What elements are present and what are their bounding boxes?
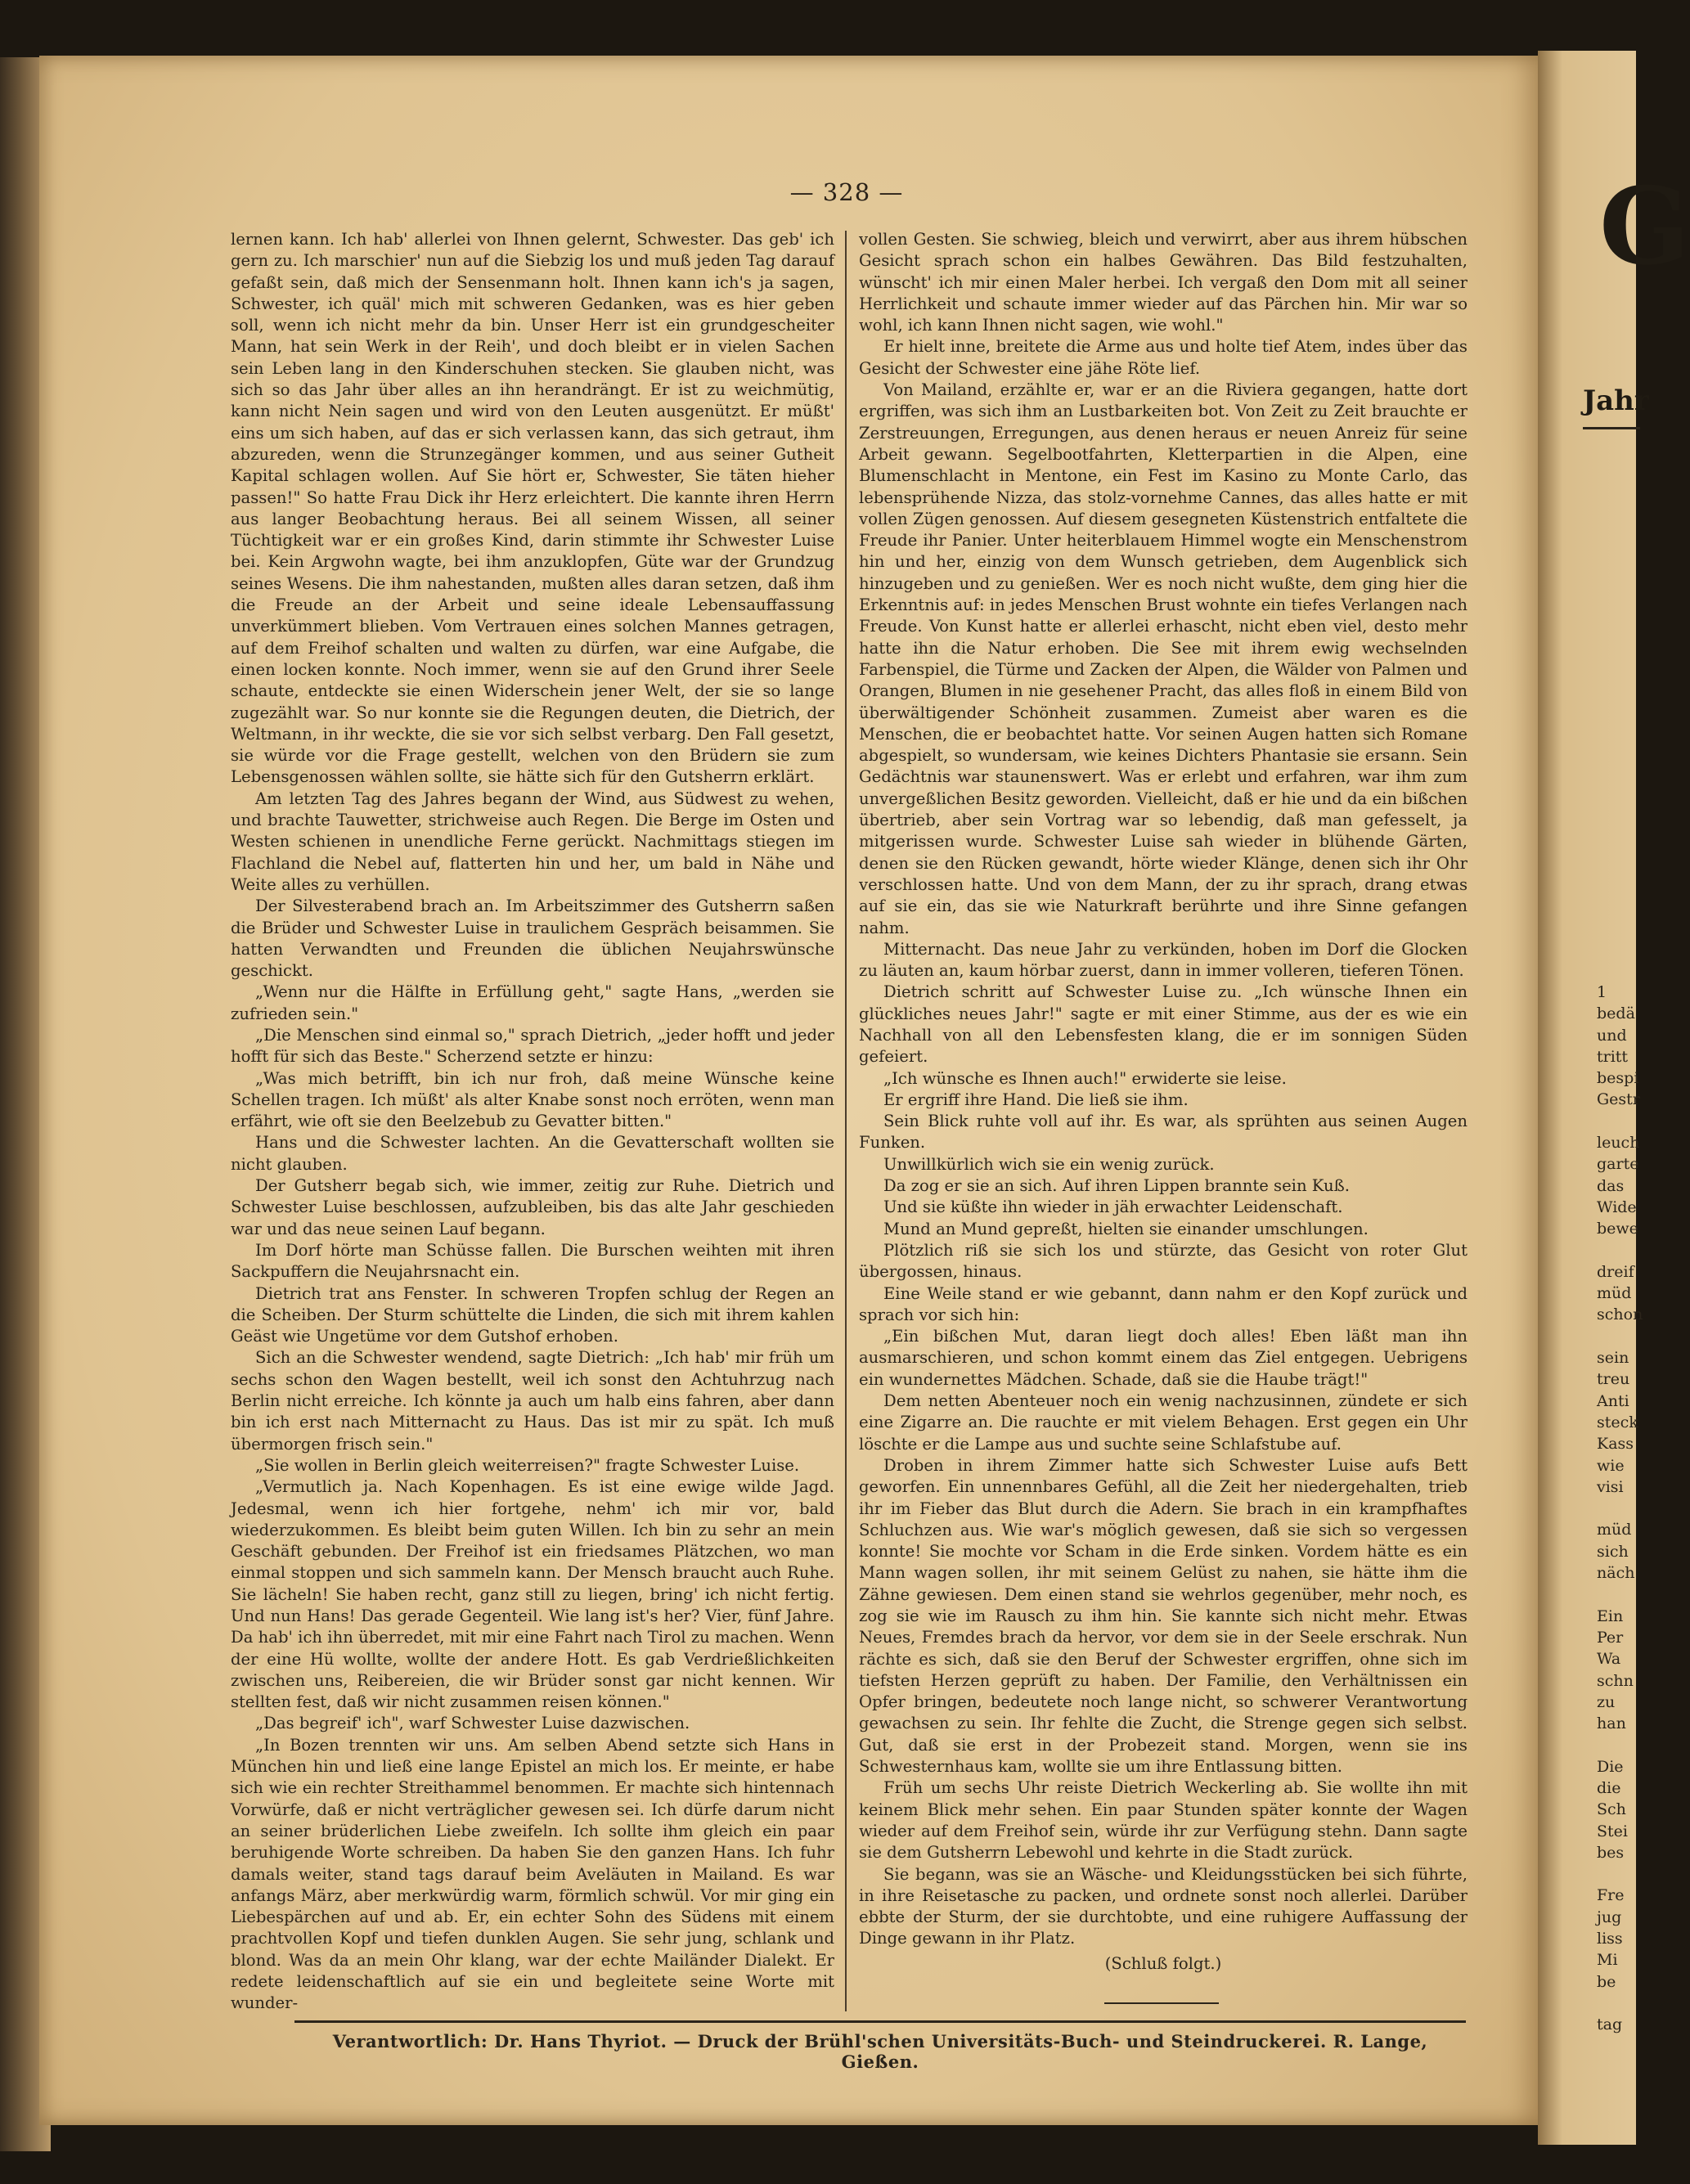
adjacent-page-initial: G	[1599, 164, 1690, 289]
paragraph: „Ein bißchen Mut, daran liegt doch alles! Eben läßt man ihn ausmarschieren, und schon kommt einem das Ziel entgegen. Uebrigens ein wundernettes Mädchen. Schade, daß sie die Haube trägt!"	[859, 1327, 1468, 1389]
paragraph: Und sie küßte ihn wieder in jäh erwachter Leidenschaft.	[883, 1198, 1343, 1217]
paragraph: Im Dorf hörte man Schüsse fallen. Die Burschen weihten mit ihren Sackpuffern die Neujahrsnacht ein.	[231, 1240, 834, 1282]
paragraph: „Das begreif' ich", warf Schwester Luise dazwischen.	[255, 1714, 690, 1733]
footer-rule	[294, 2020, 1466, 2023]
paragraph: Mund an Mund gepreßt, hielten sie einander umschlungen.	[883, 1219, 1369, 1238]
right-text-column	[859, 229, 1468, 1975]
column-divider	[845, 231, 847, 2011]
paragraph: Er ergriff ihre Hand. Die ließ sie ihm.	[883, 1090, 1189, 1109]
paragraph: Früh um sechs Uhr reiste Dietrich Weckerling ab. Sie wollte ihn mit keinem Blick mehr sehen. Ein paar Stunden später konnte der Wagen wieder auf dem Freihof sein, würde ihr zur Verfügung stehn. Dann sagte sie dem Gutsherrn Lebewohl und kehrte in die Stadt zurück.	[859, 1778, 1468, 1863]
left-text-column	[231, 229, 834, 2015]
paragraph: Sein Blick ruhte voll auf ihr. Es war, als sprühten aus seinen Augen Funken.	[859, 1112, 1468, 1153]
paragraph: Da zog er sie an sich. Auf ihren Lippen brannte sein Kuß.	[883, 1176, 1350, 1196]
adjacent-page-heading: Jahr	[1583, 384, 1649, 417]
paragraph: Mitternacht. Das neue Jahr zu verkünden, hoben im Dorf die Glocken zu läuten an, kaum hörbar zuerst, dann in immer volleren, tieferen Tönen.	[859, 939, 1468, 981]
paragraph: Von Mailand, erzählte er, war er an die Riviera gegangen, hatte dort ergriffen, was sich ihm an Lustbarkeiten bot. Von Zeit zu Zeit brauchte er Zerstreuungen, Erregungen, aus denen heraus er neuen Anreiz für seine Arbeit gewann. Segelbootfahrten, Kletterpartien in die Alpen, eine Blumenschlacht in Mentone, ein Fest im Kasino zu Monte Carlo, das lebensprühende Nizza, das stolz-vornehme Cannes, das alles hatte er mit vollen Zügen genossen. Auf diesem gesegneten Küstenstrich entfaltete die Freude ihr Panier. Unter heiterblauem Himmel wogte ein Menschenstrom hin und her, einzig von dem Wunsch getrieben, dem Augenblick sich hinzugeben und zu genießen. Wer es noch nicht wußte, dem ging hier die Erkenntnis auf: in jedes Menschen Brust wohnte ein tiefes Verlangen nach Freude. Von Kunst hatte er allerlei erhascht, nicht eben viel, desto mehr hatte ihn die Natur erhoben. Die See mit ihrem ewig wechselnden Farbenspiel, die Türme und Zacken der Alpen, die Wälder von Palmen und Orangen, Blumen in nie gesehener Pracht, das alles floß in einem Bild von überwältigender Schönheit zusammen. Zumeist aber waren es die Menschen, die er beobachtet hatte. Vor seinen Augen hatten sich Romane abgespielt, so wundersam, wie keines Dichters Phantasie sie ersann. Sein Gedächtnis war staunenswert. Was er erlebt und erfahren, war ihm zum unvergeßlichen Besitz geworden. Vielleicht, daß er hie und da ein bißchen übertrieb, aber sein Vortrag war so lebendig, daß man gefesselt, ja mitgerissen wurde. Schwester Luise sah wieder in blühende Gärten, denen sie den Rücken gewandt, hörte wieder Klänge, denen sich ihr Ohr verschlossen hatte. Und von dem Mann, der zu ihr sprach, drang etwas auf sie ein, das sie wie Naturkraft berührte und ihre Sinne gefangen nahm.	[859, 380, 1468, 937]
paragraph: Droben in ihrem Zimmer hatte sich Schwester Luise aufs Bett geworfen. Ein unnennbares Gefühl, all die Zeit her niedergehalten, trieb ihr im Fieber das Blut durch die Adern. Sie brach in ein krampfhaftes Schluchzen aus. Wie war's möglich gewesen, daß sie sich so vergessen konnte! Sie mochte vor Scham in die Erde sinken. Vordem hätte es ein Mann wagen sollen, ihr mit seinem Gelüst zu nahen, sie hätte ihm die Zähne gewiesen. Dem einen stand sie wehrlos gegenüber, mehr noch, es zog sie wie im Rausch zu ihm hin. Sie kannte sich nicht mehr. Etwas Neues, Fremdes brach da hervor, vor dem sie in der Seele erschrak. Nun rächte es sich, daß sie den Beruf der Schwester ergriffen, ohne sich im tiefsten Herzen geprüft zu haben. Der Familie, den Verhältnissen ein Opfer bringen, bedeutete noch lange nicht, so schwerer Verantwortung gewachsen zu sein. Ihr fehlte die Zucht, die Strenge gegen sich selbst. Gut, daß sie erst in der Probezeit stand. Morgen, wenn sie ins Schwesternhaus kam, wollte sie um ihre Entlassung bitten.	[859, 1455, 1468, 1777]
paragraph: Unwillkürlich wich sie ein wenig zurück.	[883, 1154, 1215, 1174]
paragraph: Sich an die Schwester wendend, sagte Dietrich: „Ich hab' mir früh um sechs schon den Wagen bestellt, weil ich sonst den Achtuhrzug nach Berlin nicht erreiche. Ich könnte ja auch um halb eins fahren, aber dann bin ich erst nach Mitternacht zu Haus. Das ist mir zu spät. Ich muß übermorgen frisch sein."	[231, 1348, 834, 1454]
end-note: (Schluß folgt.)	[1104, 1953, 1222, 1973]
paragraph: Eine Weile stand er wie gebannt, dann nahm er den Kopf zurück und sprach vor sich hin:	[859, 1283, 1468, 1324]
paragraph: Am letzten Tag des Jahres begann der Wind, aus Südwest zu wehen, und brachte Tauwetter, strichweise auch Regen. Die Berge im Osten und Westen schienen in unendliche Ferne gerückt. Nachmittags stiegen im Flachland die Nebel auf, flatterten hin und her, um bald in Nähe und Weite alles zu verhüllen.	[231, 789, 834, 894]
paragraph: „Ich wünsche es Ihnen auch!" erwiderte sie leise.	[883, 1068, 1287, 1088]
paragraph: „Die Menschen sind einmal so," sprach Dietrich, „jeder hofft und jeder hofft für sich das Beste." Scherzend setzte er hinzu:	[231, 1025, 834, 1067]
paragraph: vollen Gesten. Sie schwieg, bleich und verwirrt, aber aus ihrem hübschen Gesicht sprach schon ein halbes Gewähren. Das Bild festzuhalten, wünscht' ich mir einen Maler herbei. Ich vergaß den Dom mit all seiner Herrlichkeit und schaute immer wieder auf das Pärchen hin. Mir war so wohl, ich kann Ihnen nicht sagen, wie wohl."	[859, 230, 1468, 335]
paragraph: Sie begann, was sie an Wäsche- und Kleidungsstücken bei sich führte, in ihre Reisetasche zu packen, und ordnete sonst noch allerlei. Darüber ebbte der Sturm, der sie durchtobte, und eine ruhigere Auffassung der Dinge gewann in ihr Platz.	[859, 1864, 1468, 1948]
end-rule	[1104, 2002, 1219, 2004]
paragraph: Plötzlich riß sie sich los und stürzte, das Gesicht von roter Glut übergossen, hinaus.	[859, 1240, 1468, 1282]
paragraph: „Vermutlich ja. Nach Kopenhagen. Es ist eine ewige wilde Jagd. Jedesmal, wenn ich hier fortgehe, nehm' ich mir vor, bald wiederzukommen. Es bleibt beim guten Willen. Ich bin zu sehr an mein Geschäft gebunden. Der Freihof ist ein friedsames Plätzchen, wo man einmal stoppen und sich sammeln kann. Der Mensch braucht auch Ruhe. Sie lächeln! Sie haben recht, ganz still zu liegen, bring' ich nicht fertig. Und nun Hans! Das gerade Gegenteil. Wie lang ist's her? Vier, fünf Jahre. Da hab' ich ihn überredet, mit mir eine Fahrt nach Tirol zu machen. Wenn der eine Hü wollte, wollte der andere Hott. Es gab Verdrießlichkeiten zwischen uns, Reibereien, die wir Brüder sonst gar nicht kennen. Wir stellten fest, daß wir nicht zusammen reisen können."	[231, 1477, 834, 1712]
paragraph: Der Gutsherr begab sich, wie immer, zeitig zur Ruhe. Dietrich und Schwester Luise beschlossen, aufzubleiben, bis das alte Jahr geschieden war und das neue seinen Lauf begann.	[231, 1176, 834, 1238]
paragraph: Dietrich trat ans Fenster. In schweren Tropfen schlug der Regen an die Scheiben. Der Sturm schüttelte die Linden, die sich mit ihrem kahlen Geäst wie Ungetüme vor dem Gutshof erhoben.	[231, 1283, 834, 1346]
paragraph: Hans und die Schwester lachten. An die Gevatterschaft wollten sie nicht glauben.	[231, 1133, 834, 1174]
paragraph: „In Bozen trennten wir uns. Am selben Abend setzte sich Hans in München hin und ließ eine lange Epistel an mich los. Er meinte, er habe sich wie ein rechter Streithammel benommen. Er machte sich hintennach Vorwürfe, daß er nicht verträglicher gewesen sei. Ich dürfe darum nicht an seiner brüderlichen Liebe zweifeln. Ich sollte ihm gleich ein paar beruhigende Worte schreiben. Da haben Sie den ganzen Hans. Ich fuhr damals weiter, stand tags darauf beim Aveläuten in Mailand. Es war anfangs März, aber merkwürdig warm, förmlich schwül. Vor mir ging ein Liebespärchen auf und ab. Er, ein echter Sohn des Südens mit einem prachtvollen Kopf und tiefen dunklen Augen. Sie sehr jung, schlank und blond. Was da an mein Ohr klang, war der echte Mailänder Dialekt. Er redete leidenschaftlich auf sie ein und begleitete seine Worte mit wunder-	[231, 1735, 834, 2013]
page-number: — 328 —	[789, 178, 904, 206]
paragraph: Er hielt inne, breitete die Arme aus und holte tief Atem, indes über das Gesicht der Schwester eine jähe Röte lief.	[859, 337, 1468, 378]
paragraph: „Was mich betrifft, bin ich nur froh, daß meine Wünsche keine Schellen tragen. Ich müßt' als alter Knabe sonst noch erröten, wenn man erfährt, wie oft sie den Beelzebub zu Gevatter bitten."	[231, 1068, 834, 1131]
adjacent-page-text-fragments: 1 bedä und tritt bespi Gestr leuch garte das Wide bewe dreif müd schon sein treu Anti steck Kass wie visi müd sich näch Ein Per Wa schn zu han Die die Sch Stei bes Fre jug liss Mi be tag	[1597, 983, 1643, 2034]
paragraph: Der Silvesterabend brach an. Im Arbeitszimmer des Gutsherrn saßen die Brüder und Schwester Luise in traulichem Gespräch beisammen. Sie hatten Verwandten und Freunden die üblichen Neujahrswünsche geschickt.	[231, 897, 834, 981]
imprint-line: Verantwortlich: Dr. Hans Thyriot. — Druck der Brühl'schen Universitäts-Buch- und Steindruckerei. R. Lange, Gießen.	[332, 2031, 1428, 2072]
paragraph: Dietrich schritt auf Schwester Luise zu. „Ich wünsche Ihnen ein glückliches neues Jahr!" sagte er mit einer Stimme, aus der es wie ein Nachhall von all den Lebensfesten klang, die er im sonnigen Süden gefeiert.	[859, 982, 1468, 1067]
adjacent-page-rule	[1583, 427, 1640, 429]
paragraph: lernen kann. Ich hab' allerlei von Ihnen gelernt, Schwester. Das geb' ich gern zu. Ich marschier' nun auf die Siebzig los und muß jeden Tag darauf gefaßt sein, daß mich der Sensenmann holt. Ihnen kann ich's ja sagen, Schwester, ich quäl' mich mit schweren Gedanken, was es hier geben soll, wenn ich nicht mehr da bin. Unser Herr ist ein grundgescheiter Mann, hat sein Werk in der Reih', und doch bleibt er in vielen Sachen sein Leben lang in den Kinderschuhen stecken. Sie glauben nicht, was sich so das Jahr über alles an ihn herandrängt. Er ist zu weichmütig, kann nicht Nein sagen und wird von den Leuten ausgenützt. Er müßt' eins um sich haben, auf das er sich verlassen kann, das sich getraut, ihm abzureden, wenn die Strunzegänger kommen, und aus seiner Gutheit Kapital schlagen wollen. Auf Sie hört er, Schwester, Sie täten hieher passen!" So hatte Frau Dick ihr Herz erleichtert. Die kannte ihren Herrn aus langer Beobachtung heraus. Bei all seinem Wissen, all seiner Tüchtigkeit war er ein großes Kind, darin stimmte ihr Schwester Luise bei. Kein Argwohn wagte, bei ihm anzuklopfen, Güte war der Grundzug seines Wesens. Die ihm nahestanden, mußten alles daran setzen, daß ihm die Freude an der Arbeit und seine ideale Lebensauffassung unverkümmert blieben. Vom Vertrauen eines solchen Mannes getragen, auf dem Freihof schalten und walten zu dürfen, war eine Aufgabe, die einen locken konnte. Noch immer, wenn sie auf den Grund ihrer Seele schaute, entdeckte sie einen Widerschein jener Welt, der sie so lange zugezählt war. So nur konnte sie die Regungen deuten, die Dietrich, der Weltmann, in ihr weckte, die sie vor sich selbst verbarg. Den Fall gesetzt, sie würde vor die Frage gestellt, welchen von den Brüdern sie zum Lebensgenossen wählen sollte, sie hätte sich für den Gutsherrn erklärt.	[231, 230, 834, 787]
paragraph: Dem netten Abenteuer noch ein wenig nachzusinnen, zündete er sich eine Zigarre an. Die rauchte er mit vielem Behagen. Erst gegen ein Uhr löschte er die Lampe aus und suchte seine Schlafstube auf.	[859, 1391, 1468, 1454]
paragraph: „Wenn nur die Hälfte in Erfüllung geht," sagte Hans, „werden sie zufrieden sein."	[231, 982, 834, 1023]
paragraph: „Sie wollen in Berlin gleich weiterreisen?" fragte Schwester Luise.	[255, 1455, 800, 1475]
